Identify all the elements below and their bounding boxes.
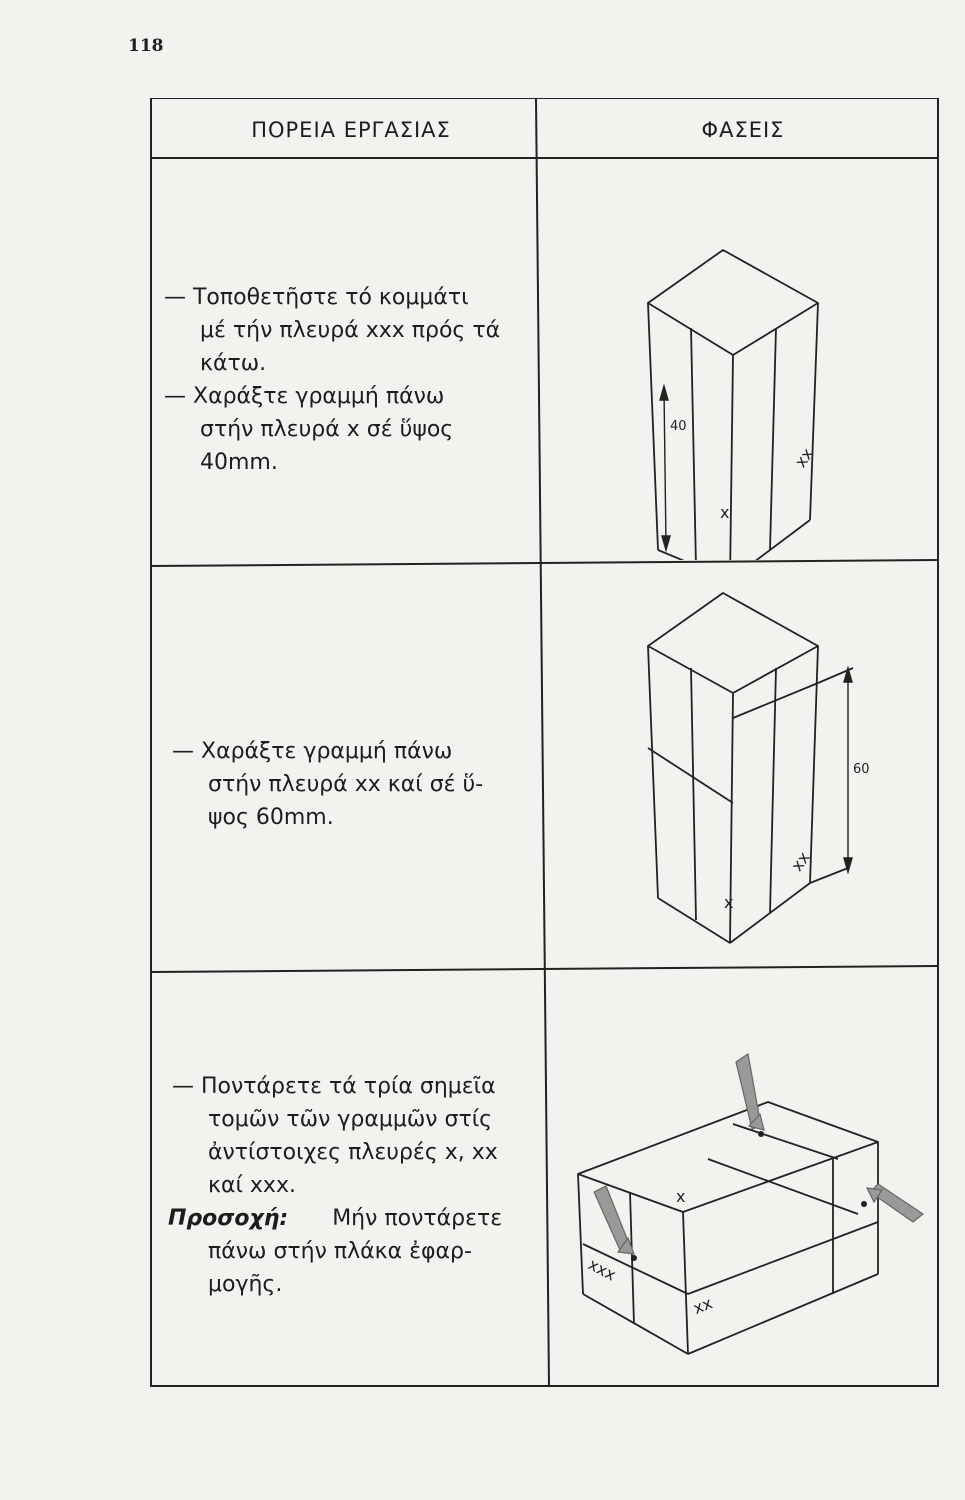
- step-2-line-3: ψος 60mm.: [208, 805, 334, 830]
- mark-side-xx: xx: [790, 444, 818, 471]
- mark-front-x: x: [720, 503, 730, 522]
- mark-side-xx-2: xx: [787, 848, 814, 875]
- procedure-table: [136, 98, 941, 1388]
- mark-left-xxx: xxx: [585, 1254, 620, 1285]
- step-2-text: [172, 735, 534, 834]
- step-2-line-2: στήν πλευρά xx καί σέ ὕ-: [208, 772, 484, 797]
- step-3-line-4: καί xxx.: [208, 1173, 296, 1198]
- step-1-line-1: — Τοποθετῆστε τό κομμάτι: [164, 285, 469, 310]
- mark-bottom-xx: xx: [690, 1293, 716, 1318]
- mark-top-x: x: [676, 1187, 686, 1206]
- page-number: 118: [128, 36, 164, 56]
- step-1-line-6: 40mm.: [200, 450, 278, 475]
- step-3-line-3: ἀντίστοιχες πλευρές x, xx: [208, 1140, 498, 1165]
- step-1-line-5: στήν πλευρά x σέ ὕψος: [200, 417, 454, 442]
- step-3-line-2: τομῶν τῶν γραμμῶν στίς: [208, 1107, 493, 1132]
- step-1-line-2: μέ τήν πλευρά xxx πρός τά: [200, 318, 501, 343]
- warning-label: Προσοχή:: [168, 1206, 289, 1231]
- header-phases: ΦΑΣΕΙΣ: [701, 118, 785, 142]
- figure-block-punch: [548, 974, 938, 1384]
- header-procedure: ΠΟΡΕΙΑ ΕΡΓΑΣΙΑΣ: [251, 118, 451, 142]
- warning-text-1: Μήν ποντάρετε: [332, 1206, 503, 1231]
- step-1-line-3: κάτω.: [200, 351, 267, 376]
- dimension-40: 40: [670, 419, 687, 434]
- step-3-warning-line-1: [168, 1202, 534, 1235]
- step-3-line-1: — Ποντάρετε τά τρία σημεῖα: [172, 1074, 496, 1099]
- step-3-text: [168, 1070, 534, 1301]
- dimension-60: 60: [853, 762, 870, 777]
- step-2-line-1: — Χαράξτε γραμμή πάνω: [172, 739, 453, 764]
- step-1-text: [164, 281, 526, 479]
- step-3-warning-line-2: πάνω στήν πλάκα ἐφαρ-: [208, 1239, 472, 1264]
- mark-front-x-2: x: [724, 893, 734, 912]
- figure-block-60: [548, 568, 938, 968]
- step-3-warning-line-3: μογῆς.: [208, 1272, 283, 1297]
- figure-block-40: [548, 160, 938, 560]
- step-1-line-4: — Χαράξτε γραμμή πάνω: [164, 384, 445, 409]
